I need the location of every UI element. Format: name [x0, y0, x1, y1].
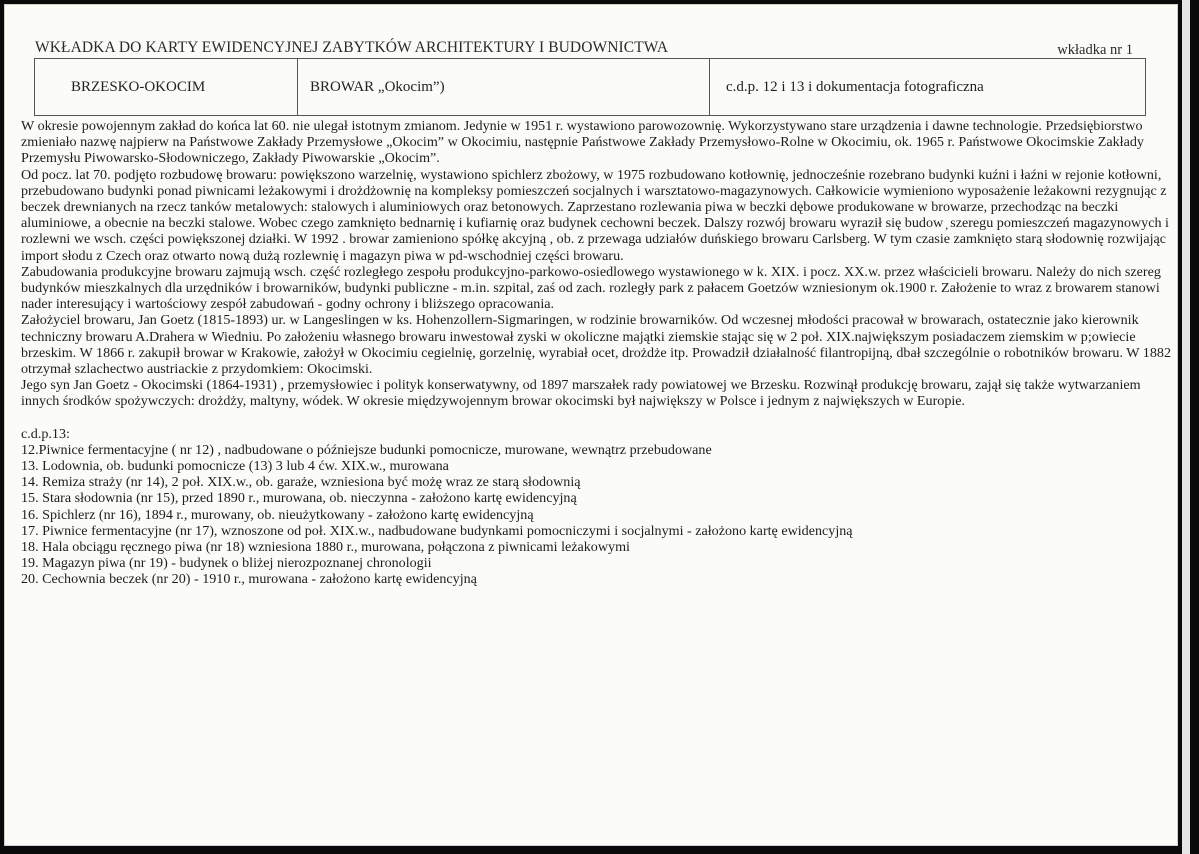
paragraph: Założyciel browaru, Jan Goetz (1815-1893) ur. w Langeslingen w ks. Hohenzollern-Sigmaringen, w rodzinie browarników. Od wczesnej młodości pracował w browarach, ostatecznie jako kierownik techniczny browaru A.Drahera w Wiedniu. Po założeniu własnego browaru inwestował zyski w okoliczne majątki ziemskie stając się w 2 poł. XIX.największym posiadaczem ziemskim w p;owiecie brzeskim. W 1866 r. zakupił browar w Krakowie, założył w Okocimiu cegielnię, gorzelnię, wyrabiał ocet, drożdże itp. Prowadził działalność filantropijną, dbał szczególnie o robotników browaru. W 1882 otrzymał szlachectwo austriackie z przydomkiem: Okocimski. — [21, 312, 1171, 378]
paragraph: Jego syn Jan Goetz - Okocimski (1864-1931) , przemysłowiec i polityk konserwatywny, od 1897 marszałek rady powiatowej we Brzesku. Rozwinął produkcję browaru, zajął się także wytwarzaniem innych środków spożywczych: drożdży, maltyny, wódek. W okresie międzywojennym browar okocimski był największy w Polsce i jednym z największych w Europie. — [21, 377, 1141, 410]
location-cell: BRZESKO-OKOCIM — [71, 78, 206, 95]
paragraph: Od pocz. lat 70. podjęto rozbudowę browaru: powiększono warzelnię, wystawiono spichlerz zbożowy, w 1975 rozbudowano kotłownię, jednocześnie rozebrano budynki kuźni i łaźni w rejonie kotłowni, przebudowano budynki ponad piwnicami leżakowymi i drożdżownię na kompleksy pomieszczeń socjalnych i warsztatowo-magazynowych. Całkowicie wymieniono wyposażenie leżakowni rezygnując z beczek drewnianych na rzecz tanków metalowych: stalowych i aluminiowych oraz betonowych. Zaprzestano rozlewania piwa w beczki dębowe produkowane w browarze, przechodząc na beczki aluminiowe, a obecnie na beczki stalowe. Wobec czego zamknięto bednarnię i kufiarnię oraz budynek cechowni beczek. Dalszy rozwój browaru wyraził się budow ̦ szeregu pomieszczeń magazynowych i rozlewni we wsch. części powiększonej działki. W 1992 . browar zamieniono spółkę akcyjną , ob. z przewaga udziałów duńskiego browaru Carlsberg. W tym czasie zamknięto starą słodownię rozwijając import słodu z Czech oraz otwarto nową dużą rozlewnię i magazyn piwa w pd-wschodniej części browaru. — [21, 166, 1169, 264]
document-page — [4, 4, 1178, 846]
paragraph: W okresie powojennym zakład do końca lat 60. nie ulegał istotnym zmianom. Jedynie w 1951 r. wystawiono parowozownię. Wykorzystywano stare urządzenia i dawne technologie. Przedsiębiorstwo zmieniało nazwę najpierw na Państwowe Zakłady Przemysłowe „Okocim” w Okocimiu, następnie Państwowe Zakłady Przemysłowo-Rolne w Okocimiu, ok. 1965 r. Państwowe Okocimskie Zakłady Przemysłu Piwowarsko-Słodowniczego, Zakłady Piwowarskie „Okocim”. — [21, 118, 1144, 167]
note-cell: c.d.p. 12 i 13 i dokumentacja fotograficzna — [709, 59, 1145, 115]
list-item: 16. Spichlerz (nr 16), 1894 r., murowany, ob. nieużytkowany - założono kartę ewidencyjną — [21, 506, 534, 523]
list-item: 19. Magazyn piwa (nr 19) - budynek o bliżej nierozpoznanej chronologii — [21, 555, 432, 572]
insert-number: wkładka nr 1 — [1057, 42, 1133, 58]
list-item: 15. Stara słodownia (nr 15), przed 1890 r., murowana, ob. nieczynna - założono kartę ewidencyjną — [21, 490, 577, 507]
paragraph: Zabudowania produkcyjne browaru zajmują wsch. część rozległego zespołu produkcyjno-parkowo-osiedlowego wystawionego w k. XIX. i pocz. XX.w. przez właścicieli browaru. Należy do nich szereg budynków mieszkalnych dla urzędników i browarników, budynki publiczne - m.in. szpital, zaś od zach. rozległy park z pałacem Goetzów wzniesionym ok.1900 r. Założenie to wraz z browarem stanowi nader interesujący i wartościowy zespół zabudowań - godny ochrony i bliższego opracowania. — [21, 263, 1161, 313]
list-item: 18. Hala obciągu ręcznego piwa (nr 18) wzniesiona 1880 r., murowana, połączona z piwnicami leżakowymi — [21, 539, 630, 556]
list-item: 20. Cechownia beczek (nr 20) - 1910 r., murowana - założono kartę ewidencyjną — [21, 571, 477, 588]
document-body — [21, 118, 1171, 588]
list-heading: c.d.p.13: — [21, 425, 70, 442]
document-title: WKŁADKA DO KARTY EWIDENCYJNEJ ZABYTKÓW ARCHITEKTURY I BUDOWNICTWA — [35, 39, 669, 56]
list-item: 12.Piwnice fermentacyjne ( nr 12) , nadbudowane o późniejsze budunki pomocnicze, murowane, wewnątrz przebudowane — [21, 441, 712, 458]
object-cell: BROWAR „Okocim”) — [297, 59, 709, 115]
reference-table — [34, 58, 1146, 116]
list-item: 14. Remiza straży (nr 14), 2 poł. XIX.w., ob. garaże, wzniesiona być możę wraz ze starą słodownią — [21, 474, 581, 491]
list-item: 13. Lodownia, ob. budunki pomocnicze (13) 3 lub 4 ćw. XIX.w., murowana — [21, 458, 449, 475]
list-item: 17. Piwnice fermentacyjne (nr 17), wznoszone od poł. XIX.w., nadbudowane budynkami pomocniczymi i socjalnymi - założono kartę ewidencyjną — [21, 522, 853, 539]
scan-edge-strip — [1182, 0, 1190, 854]
